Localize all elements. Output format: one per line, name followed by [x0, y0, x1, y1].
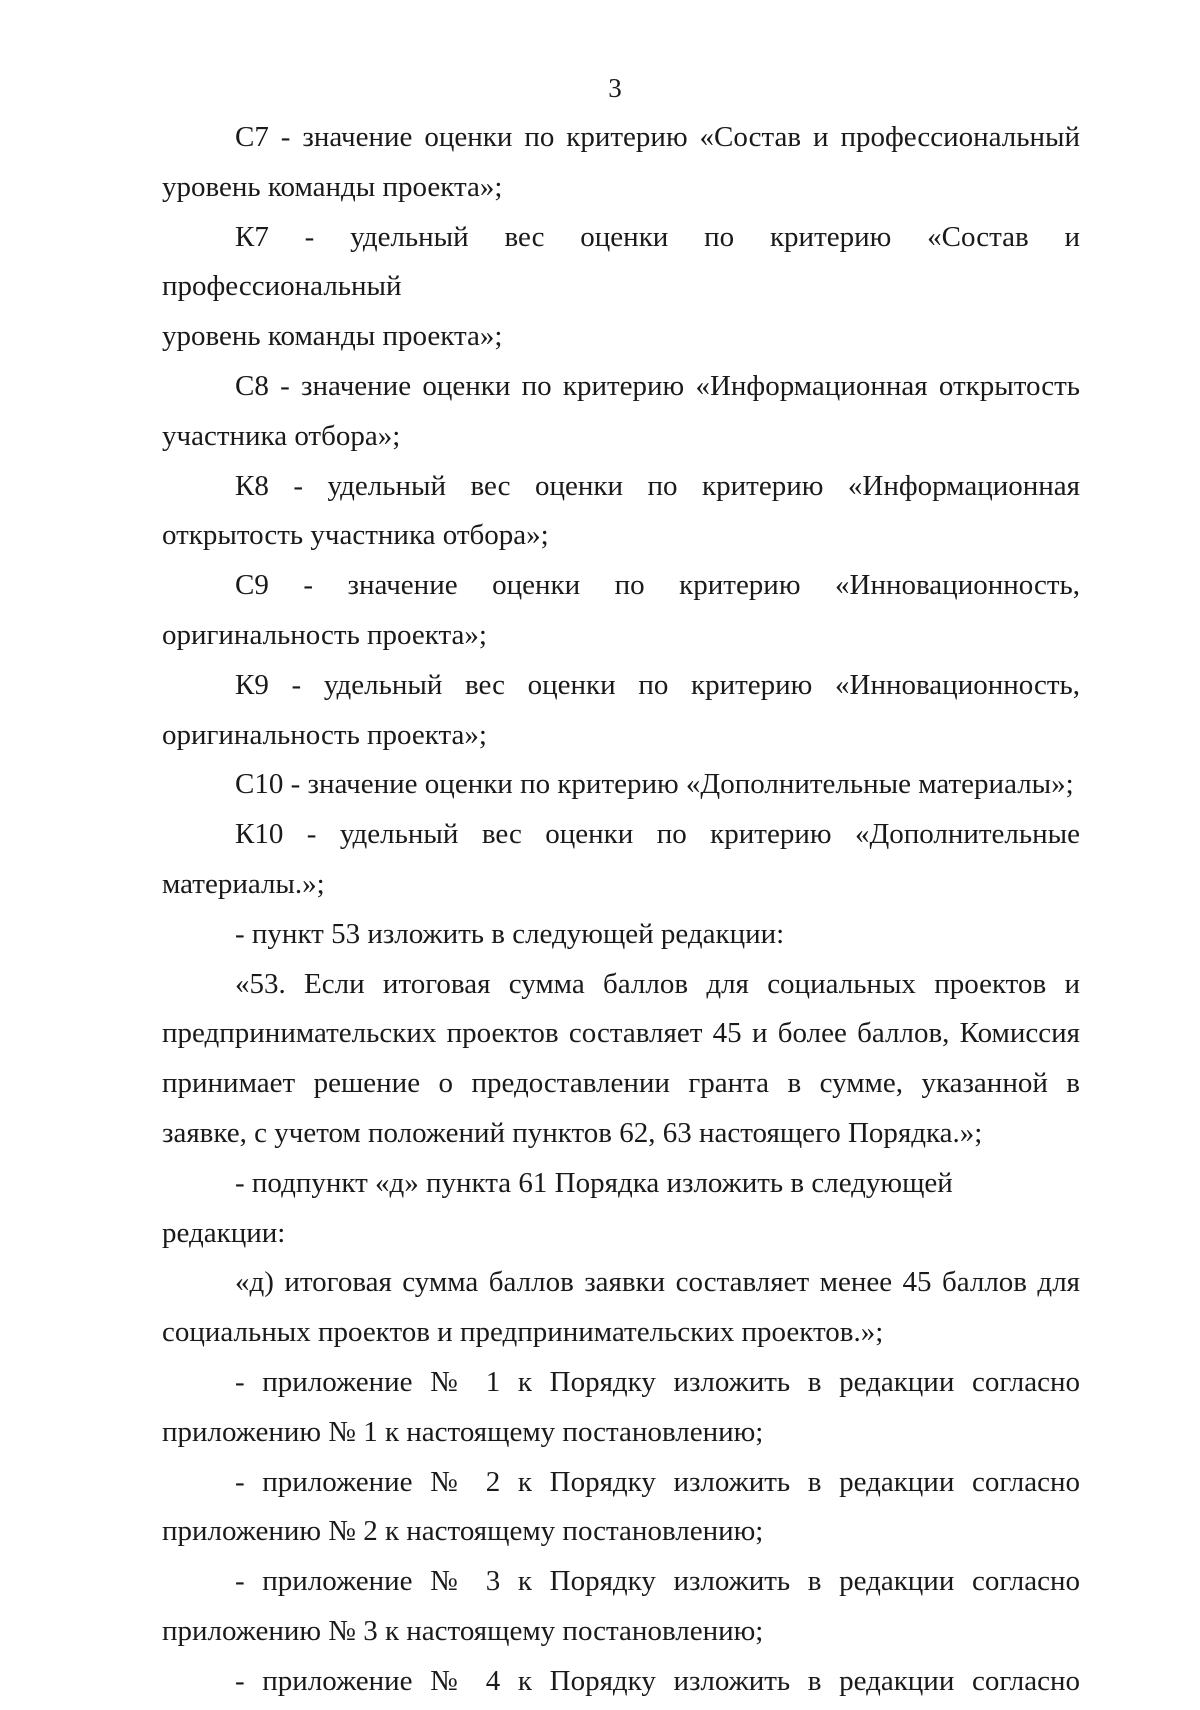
paragraph-subitem-d-intro: - подпункт «д» пункта 61 Порядка изложить в следующей редакции:	[162, 1166, 953, 1249]
paragraph-c8-line2: участника отбора»;	[162, 419, 401, 452]
paragraph-appendix-3-line1: - приложение № 3 к Порядку изложить в редакции согласно	[235, 1565, 1080, 1598]
paragraph-appendix-3-line2: приложению № 3 к настоящему постановлению;	[162, 1614, 764, 1647]
paragraph-k10	[162, 810, 1080, 910]
paragraph-k9-line2: оригинальность проекта»;	[162, 718, 487, 751]
paragraph-k8-line2: открытость участника отбора»;	[162, 519, 549, 552]
paragraph-c8-line1: С8 - значение оценки по критерию «Информационная открытость	[235, 369, 1080, 402]
paragraph-appendix-1-line1: - приложение № 1 к Порядку изложить в редакции согласно	[235, 1365, 1080, 1398]
paragraph-appendix-4-line1: - приложение № 4 к Порядку изложить в редакции согласно	[235, 1664, 1080, 1697]
paragraph-c9-line1: С9 - значение оценки по критерию «Инновационность,	[235, 569, 1080, 602]
paragraph-appendix-2-line2: приложению № 2 к настоящему постановлению;	[162, 1515, 764, 1548]
paragraph-appendix-2	[162, 1458, 1080, 1558]
paragraph-item-53-line1: «53. Если итоговая сумма баллов для социальных проектов	[235, 967, 1047, 1000]
paragraph-appendix-1-line2: приложению № 1 к настоящему постановлению;	[162, 1415, 764, 1448]
paragraph-k9-line1: К9 - удельный вес оценки по критерию «Инновационность,	[235, 668, 1080, 701]
paragraph-c9-line2: оригинальность проекта»;	[162, 618, 487, 651]
paragraph-k10-line1: К10 - удельный вес оценки по критерию «Дополнительные	[235, 818, 1080, 851]
paragraph-c8	[162, 362, 1080, 462]
paragraph-k7-line2: уровень команды проекта»;	[162, 320, 503, 353]
paragraph-k8-line1: К8 - удельный вес оценки по критерию «Информационная	[235, 469, 1080, 502]
paragraph-appendix-1	[162, 1358, 1080, 1458]
paragraph-appendix-2-line1: - приложение № 2 к Порядку изложить в редакции согласно	[235, 1465, 1080, 1498]
page-number: 3	[608, 73, 622, 103]
document-body	[162, 113, 1080, 1707]
paragraph-appendix-3	[162, 1557, 1080, 1657]
paragraph-item-53	[162, 960, 1080, 1159]
paragraph-c9	[162, 561, 1080, 661]
paragraph-k10-line2: материалы.»;	[162, 867, 325, 900]
paragraph-subitem-d-line2: социальных проектов и предпринимательских проектов.»;	[162, 1316, 884, 1349]
paragraph-item-53-intro: - пункт 53 изложить в следующей редакции:	[235, 917, 785, 950]
paragraph-subitem-d	[162, 1258, 1080, 1358]
paragraph-appendix-4	[162, 1657, 1080, 1707]
paragraph-k7	[162, 213, 1080, 362]
paragraph-item-53-line2: и предпринимательских проектов составляет 45 и более баллов, Комиссия	[162, 967, 1081, 1050]
paragraph-subitem-d-line1: «д) итоговая сумма баллов заявки составляет менее 45 баллов для	[235, 1266, 1080, 1299]
paragraph-c7	[162, 113, 1080, 213]
paragraph-c10: С10 - значение оценки по критерию «Дополнительные материалы»;	[235, 768, 1074, 801]
paragraph-c7-line1: С7 - значение оценки по критерию «Состав и профессиональный	[235, 121, 1080, 153]
paragraph-k7-line1: К7 - удельный вес оценки по критерию «Состав и профессиональный	[162, 220, 1080, 303]
paragraph-item-53-line4: с учетом положений пунктов 62, 63 настоящего Порядка.»;	[254, 1116, 983, 1149]
paragraph-k9	[162, 661, 1080, 761]
paragraph-k8	[162, 462, 1080, 562]
paragraph-c7-line2: уровень команды проекта»;	[162, 170, 503, 203]
paragraph-item-53-line3: принимает решение о предоставлении гранта в сумме, указанной в заявке,	[162, 1067, 1080, 1149]
